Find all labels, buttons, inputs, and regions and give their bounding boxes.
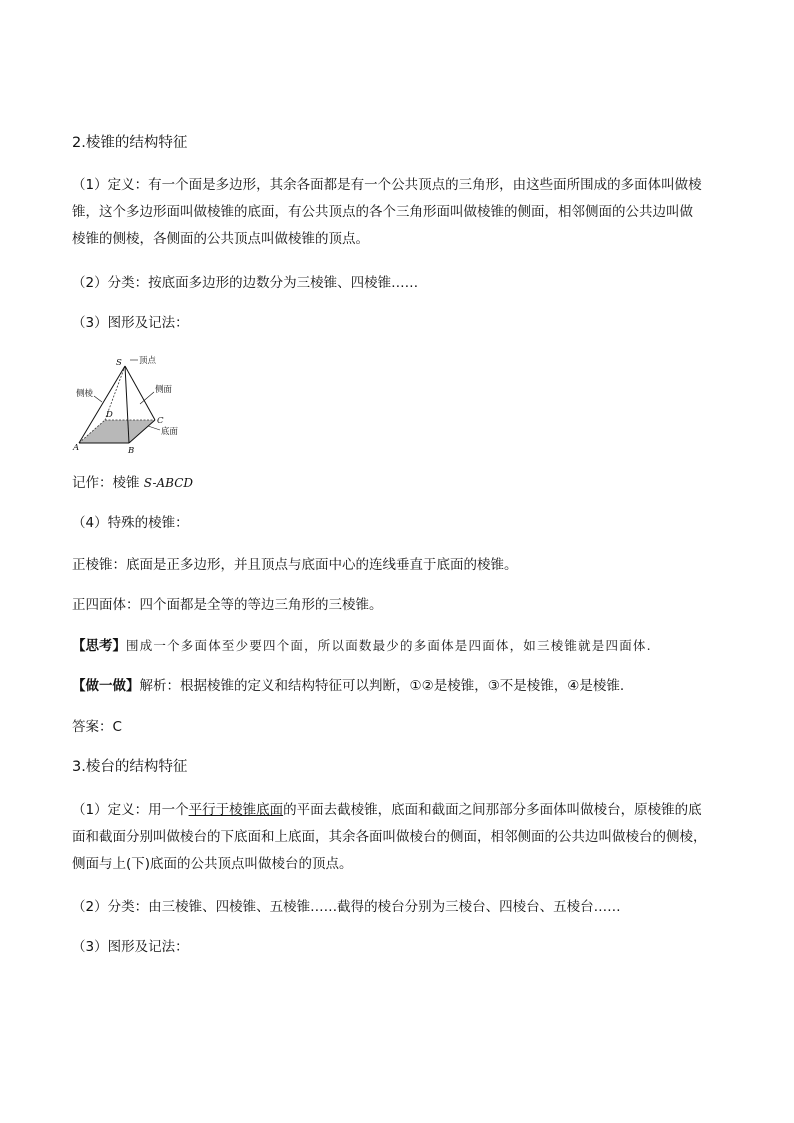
label-base: 底面	[161, 427, 179, 437]
frustum-definition	[72, 797, 734, 878]
leader-lateral-face	[140, 392, 154, 404]
pyramid-figure-title: （3）图形及记法：	[72, 315, 189, 331]
frustum-def-part: （1）定义：用一个	[72, 802, 189, 818]
pyramid-classification: （2）分类：按底面多边形的边数分为三棱锥、四棱锥……	[72, 275, 419, 291]
section-heading-pyramid: 2.棱锥的结构特征	[72, 135, 188, 151]
try-it-text: 解析：根据棱锥的定义和结构特征可以判断，①②是棱锥，③不是棱锥，④是棱锥.	[139, 678, 625, 694]
frustum-definition-line: 面和截面分别叫做棱台的下底面和上底面，其余各面叫做棱台的侧面，相邻侧面的公共边叫做棱台的侧棱，	[72, 829, 707, 845]
pyramid-notation	[72, 474, 193, 492]
try-it-paragraph	[72, 677, 624, 695]
pyramid-definition-line: （1）定义：有一个面是多边形，其余各面都是有一个公共顶点的三角形，由这些面所围成的多面体叫做棱	[72, 177, 702, 193]
section-heading-frustum: 3.棱台的结构特征	[72, 759, 188, 775]
think-text: 围成一个多面体至少要四个面，所以面数最少的多面体是四面体，如三棱锥就是四面体.	[126, 638, 652, 653]
label-a: A	[73, 443, 80, 453]
notation-prefix: 记作：棱锥	[72, 475, 144, 491]
notation-symbol: S-ABCD	[143, 476, 194, 490]
frustum-definition-line: 侧面与上(下)底面的公共顶点叫做棱台的顶点。	[72, 856, 353, 872]
edge-sc	[125, 366, 155, 420]
label-s: S	[116, 358, 122, 368]
label-d: D	[106, 410, 113, 420]
leader-lateral-edge	[94, 396, 102, 402]
frustum-figure-title: （3）图形及记法：	[72, 939, 189, 955]
regular-tetrahedron-definition: 正四面体：四个面都是全等的等边三角形的三棱锥。	[72, 597, 383, 613]
frustum-definition-line	[72, 797, 734, 824]
label-c: C	[157, 416, 164, 426]
leader-base	[148, 426, 160, 430]
pyramid-definition	[72, 172, 734, 253]
label-b: B	[128, 446, 135, 456]
special-pyramid-title: （4）特殊的棱锥：	[72, 515, 189, 531]
frustum-def-underlined: 平行于棱锥底面	[188, 802, 284, 818]
label-vertex: 顶点	[139, 356, 157, 366]
frustum-def-part: 的平面去截棱锥，底面和截面之间那部分多面体叫做棱台，原棱锥的底	[283, 802, 702, 818]
frustum-classification: （2）分类：由三棱锥、四棱锥、五棱锥……截得的棱台分别为三棱台、四棱台、五棱台……	[72, 899, 621, 915]
pyramid-definition-line: 棱锥的侧棱，各侧面的公共顶点叫做棱锥的顶点。	[72, 231, 369, 247]
label-lateral-edge: 侧棱	[76, 389, 94, 399]
answer-line: 答案：C	[72, 719, 122, 735]
label-lateral-face: 侧面	[155, 385, 173, 395]
think-label: 【思考】	[72, 638, 126, 654]
regular-pyramid-definition: 正棱锥：底面是正多边形，并且顶点与底面中心的连线垂直于底面的棱锥。	[72, 557, 518, 573]
try-it-label: 【做一做】	[72, 678, 140, 694]
pyramid-definition-line: 锥，这个多边形面叫做棱锥的底面，有公共顶点的各个三角形面叫做棱锥的侧面，相邻侧面的公共边叫做	[72, 204, 693, 220]
pyramid-figure	[72, 352, 192, 456]
think-paragraph	[72, 637, 652, 655]
